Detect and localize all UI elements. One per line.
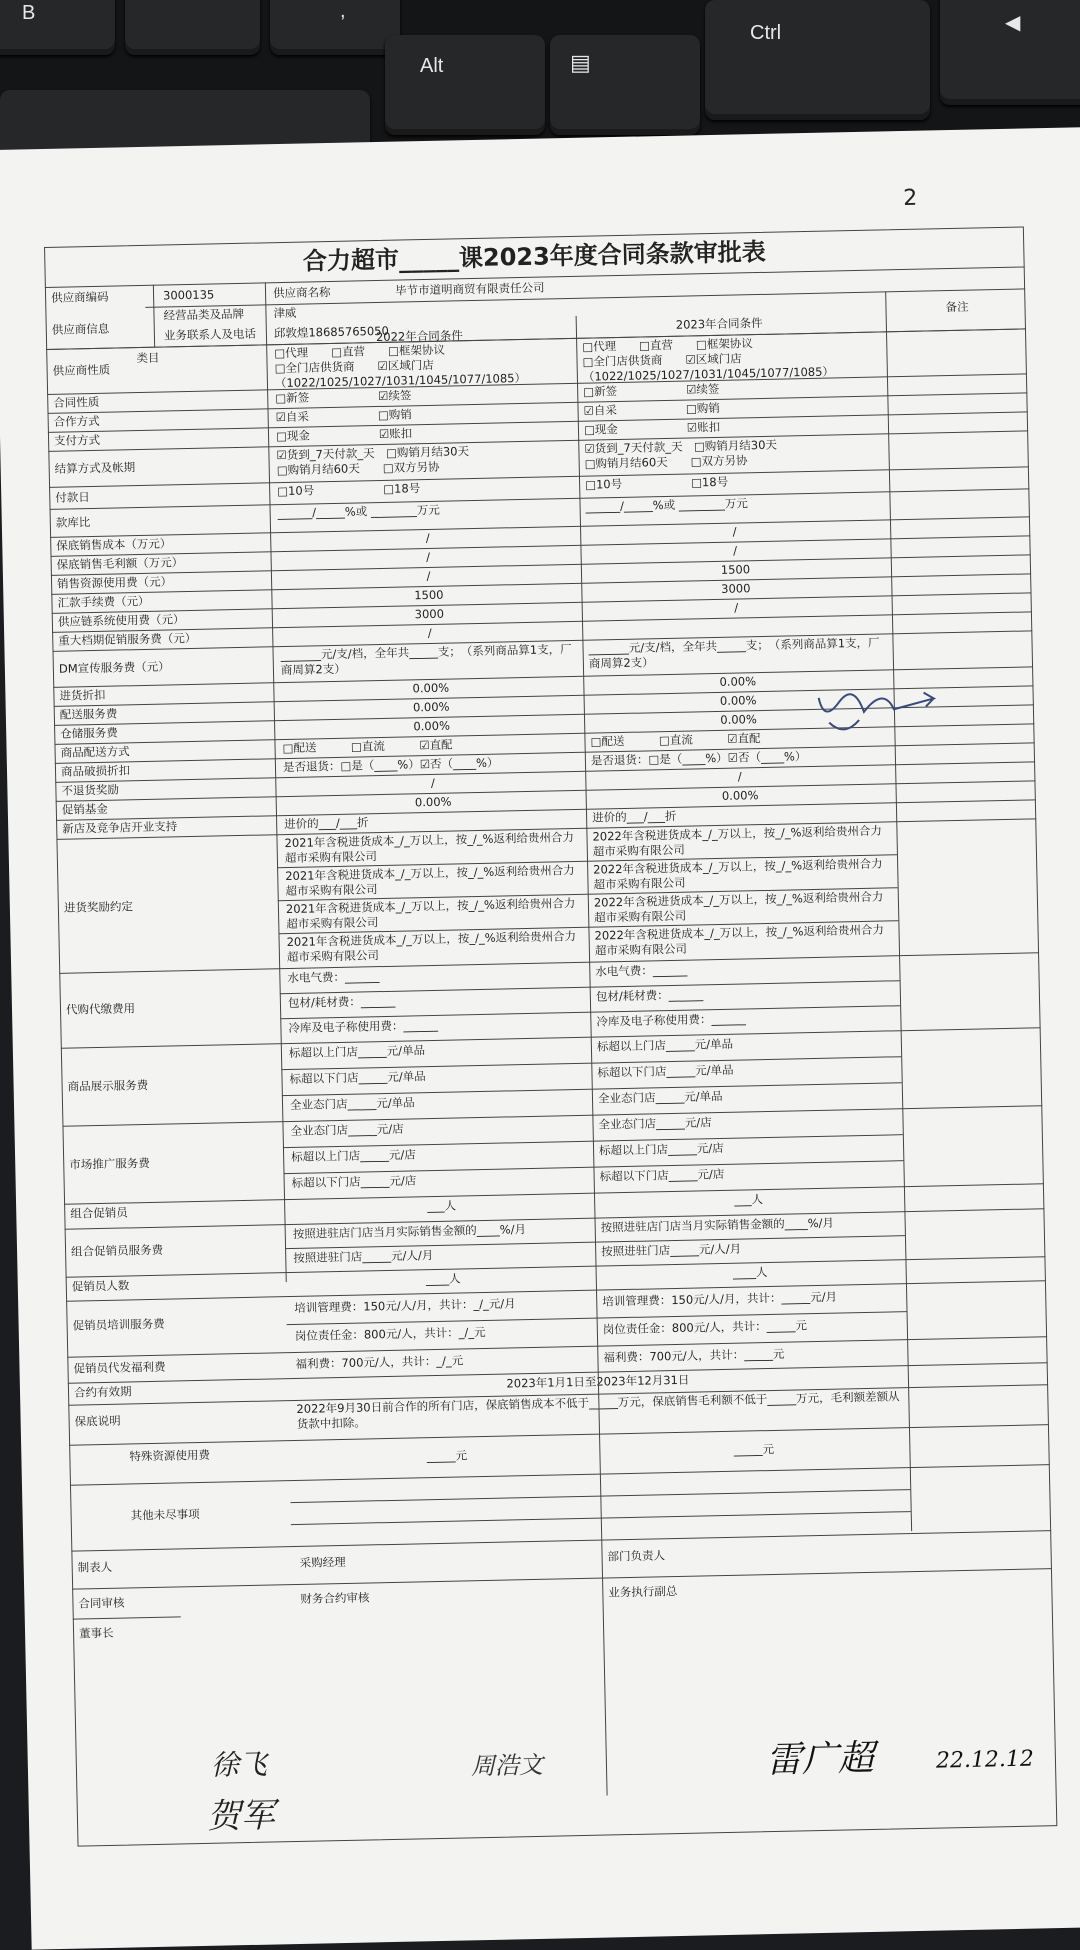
year-2022-value: 0.00% bbox=[414, 794, 452, 810]
validity-label: 合约有效期 bbox=[73, 1384, 132, 1400]
year-2022-value: 是否退货：□是（____%）☑否（____%） bbox=[282, 755, 499, 775]
row-label: 不退货奖励 bbox=[61, 782, 120, 798]
maker-label: 制表人 bbox=[77, 1559, 113, 1575]
year-2023-value: □新签 ☑续签 bbox=[583, 381, 720, 399]
rebate-2023-clause: 2022年含税进货成本_/_万以上，按_/_%返利给贵州合力超市采购有限公司 bbox=[593, 889, 884, 925]
row-label: 进货折扣 bbox=[59, 687, 106, 703]
year-2023-value: □10号 □18号 bbox=[584, 474, 729, 492]
rebate-2023-clause: 2022年含税进货成本_/_万以上，按_/_%返利给贵州合力超市采购有限公司 bbox=[593, 856, 883, 892]
year-2023-value: / bbox=[734, 600, 739, 615]
year-2022-value: 0.00% bbox=[412, 699, 450, 715]
year-2023-value: □现金 ☑账扣 bbox=[583, 419, 721, 437]
year-2023-value: ☑自采 □购销 bbox=[583, 400, 720, 418]
agency-item-2023: 水电气费：______ bbox=[595, 962, 688, 979]
special-label: 特殊资源使用费 bbox=[129, 1447, 211, 1464]
row-label: 商品配送方式 bbox=[60, 744, 130, 760]
training-label: 促销员培训服务费 bbox=[72, 1316, 165, 1333]
row-label: 支付方式 bbox=[53, 432, 101, 448]
year-2022-value: / bbox=[426, 549, 431, 565]
key-ctrl: Ctrl bbox=[705, 0, 930, 120]
market-item-2022: 标超以下门店_____元/店 bbox=[291, 1173, 417, 1190]
chairman-label: 董事长 bbox=[78, 1625, 114, 1641]
row-label: 促销基金 bbox=[61, 801, 108, 817]
display-item-2023: 标超以下门店_____元/单品 bbox=[597, 1062, 734, 1080]
year-2022-value: □新签 ☑续签 bbox=[275, 388, 412, 406]
promoter-label: 促销员人数 bbox=[71, 1278, 130, 1294]
category-brand-value: 津威 bbox=[273, 305, 297, 321]
rebate-2022-clause: 2021年含税进货成本_/_万以上，按_/_%返利给贵州合力超市采购有限公司 bbox=[286, 928, 577, 965]
row-label: 结算方式及帐期 bbox=[54, 459, 136, 476]
maker-signature: 徐飞 bbox=[210, 1747, 268, 1782]
welfare-label: 促销员代发福利费 bbox=[73, 1359, 166, 1376]
promoter-2023: ____人 bbox=[732, 1265, 768, 1280]
year-2022-value: □现金 ☑账扣 bbox=[275, 426, 413, 444]
special-2022: _____元 bbox=[426, 1448, 468, 1464]
market-label: 市场推广服务费 bbox=[69, 1155, 150, 1172]
row-label: 供应链系统使用费（元） bbox=[57, 612, 185, 629]
finance-review-label: 财务合约审核 bbox=[300, 1590, 370, 1606]
row-label: 合作方式 bbox=[53, 413, 100, 429]
rebate-label: 进货奖励约定 bbox=[63, 899, 134, 915]
year-2022-value: ☑自采 □购销 bbox=[275, 407, 412, 425]
welfare-2022: 福利费：700元/人，共计：_/_元 bbox=[295, 1353, 464, 1371]
year-2022-header: 2022年合同条件 bbox=[375, 328, 463, 345]
staff-2023: ___人 bbox=[734, 1192, 764, 1207]
year-2023-value: 0.00% bbox=[719, 674, 757, 689]
key-blank bbox=[125, 0, 260, 55]
year-2023-value: 1500 bbox=[720, 562, 751, 577]
year-2023-value: 0.00% bbox=[720, 712, 757, 727]
welfare-2023: 福利费：700元/人，共计：_____元 bbox=[603, 1346, 785, 1365]
year-2023-value: / bbox=[737, 769, 742, 784]
year-2022-value: □配送 □直流 ☑直配 bbox=[282, 737, 453, 756]
row-label: 付款日 bbox=[55, 489, 90, 505]
year-2022-value: □10号 □18号 bbox=[277, 481, 421, 499]
display-item-2023: 标超以上门店_____元/单品 bbox=[596, 1036, 734, 1054]
year-2022-value: 0.00% bbox=[413, 718, 451, 734]
staff-fee-label: 组合促销员服务费 bbox=[70, 1242, 164, 1259]
year-2022-value: / bbox=[430, 775, 435, 790]
exec-vp-label: 业务执行副总 bbox=[608, 1584, 678, 1600]
display-item-2022: 全业态门店_____元/单品 bbox=[289, 1095, 415, 1113]
supplier-code-label: 供应商编码 bbox=[50, 289, 109, 305]
purchase-signature: 周浩文 bbox=[470, 1750, 544, 1781]
item-header: 类目 bbox=[136, 350, 160, 366]
year-2023-value: 0.00% bbox=[719, 693, 757, 708]
row-label: 新店及竞争店开业支持 bbox=[62, 819, 178, 836]
row-label: DM宣传服务费（元） bbox=[58, 658, 170, 676]
remark-header: 备注 bbox=[945, 299, 969, 315]
year-2022-value: □代理 □直营 □框架协议 □全门店供货商 ☑区域门店 （1022/1025/1027/1031/1045/1077/1085） bbox=[274, 342, 527, 391]
year-2022-value: / bbox=[425, 530, 430, 546]
supplier-name-label: 供应商名称 bbox=[272, 284, 331, 301]
agency-item-2022: 包材/耗材费：______ bbox=[287, 993, 396, 1011]
contact-value: 邱敦煌18685765050 bbox=[273, 323, 390, 341]
staff-fee-2023: 按照进驻门店_____元/人/月 bbox=[601, 1241, 742, 1259]
agency-item-2023: 包材/耗材费：______ bbox=[595, 987, 704, 1004]
market-item-2022: 标超以上门店_____元/店 bbox=[291, 1147, 416, 1164]
row-label: 保底销售毛利额（万元） bbox=[56, 555, 184, 572]
year-2022-value: 0.00% bbox=[412, 680, 450, 696]
rebate-2022-clause: 2021年含税进货成本_/_万以上，按_/_%返利给贵州合力超市采购有限公司 bbox=[285, 895, 576, 932]
contact-label: 业务联系人及电话 bbox=[163, 326, 257, 343]
year-2022-value: 3000 bbox=[414, 606, 445, 622]
guarantee-value: 2022年9月30日前合作的所有门店，保底销售成本不低于_____万元，保底销售毛利额不低于_____万元，毛利额差额从货款中扣除。 bbox=[296, 1389, 900, 1431]
year-2023-value: _______元/支/档，全年共_____支； （系列商品算1支，厂商周算2支） bbox=[588, 635, 880, 671]
corner-mark: 2 bbox=[902, 185, 918, 211]
contract-review-label: 合同审核 bbox=[78, 1595, 125, 1611]
training-2022: 培训管理费：150元/人/月，共计：_/_元/月 bbox=[294, 1296, 516, 1315]
rebate-2022-clause: 2021年含税进货成本_/_万以上，按_/_%返利给贵州合力超市采购有限公司 bbox=[285, 862, 575, 899]
staff-fee-2022: 按照进驻店门店当月实际销售金额的____%/月 bbox=[292, 1222, 527, 1241]
row-label: 汇款手续费（元） bbox=[57, 593, 150, 610]
category-brand-label: 经营品类及品牌 bbox=[163, 306, 245, 323]
approval-form bbox=[44, 185, 1057, 1846]
handwritten-check-marks bbox=[813, 680, 954, 747]
rebate-2023-clause: 2022年含税进货成本_/_万以上，按_/_%返利给贵州合力超市采购有限公司 bbox=[592, 823, 883, 859]
promoter-2022: ____人 bbox=[425, 1271, 461, 1287]
other-label: 其他未尽事项 bbox=[130, 1506, 200, 1523]
year-2022-value: / bbox=[426, 568, 431, 584]
year-2022-value: ☑货到_7天付款_天 □购销月结30天 □购销月结60天 □双方另协 bbox=[276, 444, 470, 478]
year-2022-value: 进价的___/___折 bbox=[284, 815, 369, 832]
row-label: 款库比 bbox=[55, 514, 91, 530]
year-2023-value: 0.00% bbox=[721, 788, 759, 803]
key-menu: ▤ bbox=[550, 35, 700, 135]
row-label: 仓储服务费 bbox=[60, 725, 118, 741]
guarantee-label: 保底说明 bbox=[74, 1413, 121, 1429]
year-2022-value: ______/_____%或 ________万元 bbox=[277, 502, 440, 521]
year-2023-value: 3000 bbox=[721, 581, 751, 596]
year-2022-value: 1500 bbox=[414, 587, 444, 603]
market-item-2023: 标超以下门店_____元/店 bbox=[599, 1166, 725, 1184]
key-alt: Alt bbox=[385, 35, 545, 135]
row-label: 商品破损折扣 bbox=[60, 763, 131, 779]
staff-2022: ___人 bbox=[427, 1198, 457, 1214]
display-item-2022: 标超以下门店_____元/单品 bbox=[289, 1069, 426, 1087]
agency-label: 代购代缴费用 bbox=[65, 1001, 136, 1017]
year-2023-value: / bbox=[732, 543, 738, 558]
row-label: 保底销售成本（万元） bbox=[56, 536, 172, 553]
year-2023-header: 2023年合同条件 bbox=[675, 315, 763, 332]
training-2023: 岗位责任金：800元/人，共计：_____元 bbox=[602, 1318, 808, 1337]
supplier-info-label: 供应商信息 bbox=[51, 321, 110, 337]
year-2023-value: ______/_____%或 ________万元 bbox=[585, 496, 748, 514]
year-2022-value: _______元/支/档，全年共_____支； （系列商品算1支，厂商周算2支） bbox=[280, 642, 572, 678]
supplier-code-value: 3000135 bbox=[162, 287, 215, 303]
row-label: 合同性质 bbox=[53, 394, 100, 410]
key-left-arrow: ◀ bbox=[940, 0, 1080, 105]
dept-signature: 雷广超 bbox=[765, 1737, 875, 1782]
year-2022-value: / bbox=[427, 625, 432, 641]
year-2023-value: □配送 □直流 ☑直配 bbox=[590, 731, 761, 749]
staff-label: 组合促销员 bbox=[70, 1205, 128, 1221]
validity-value: 2023年1月1日至2023年12月31日 bbox=[506, 1372, 690, 1391]
agency-item-2022: 冷库及电子称使用费：______ bbox=[288, 1017, 439, 1036]
display-item-2022: 标超以上门店_____元/单品 bbox=[288, 1043, 426, 1061]
dept-head-label: 部门负责人 bbox=[607, 1548, 666, 1564]
year-2023-value: ☑货到_7天付款_天 □购销月结30天 □购销月结60天 □双方另协 bbox=[584, 437, 778, 471]
supplier-name-value: 毕节市道明商贸有限责任公司 bbox=[394, 280, 545, 298]
rebate-2023-clause: 2022年含税进货成本_/_万以上，按_/_%返利给贵州合力超市采购有限公司 bbox=[594, 922, 885, 958]
agency-item-2023: 冷库及电子称使用费：______ bbox=[596, 1011, 746, 1029]
market-item-2023: 标超以上门店_____元/店 bbox=[598, 1140, 724, 1158]
row-label: 重大档期促销服务费（元） bbox=[58, 630, 197, 648]
training-2022: 岗位责任金：800元/人，共计：_/_元 bbox=[294, 1324, 486, 1343]
special-2023: _____元 bbox=[733, 1441, 775, 1457]
staff-fee-2022: 按照进驻门店_____元/人/月 bbox=[293, 1248, 434, 1265]
key-comma: , bbox=[270, 0, 400, 55]
agency-item-2022: 水电气费：______ bbox=[287, 969, 380, 986]
display-label: 商品展示服务费 bbox=[67, 1077, 149, 1094]
check-scribble-icon bbox=[813, 680, 954, 743]
purchase-mgr-label: 采购经理 bbox=[299, 1554, 346, 1570]
row-label: 供应商性质 bbox=[52, 362, 111, 378]
reviewer-signature: 贺军 bbox=[206, 1795, 276, 1837]
staff-fee-2023: 按照进驻店门店当月实际销售金额的____%/月 bbox=[600, 1215, 835, 1235]
form-title: 合力超市_____课2023年度合同条款审批表 bbox=[302, 237, 766, 276]
rebate-2022-clause: 2021年含税进货成本_/_万以上，按_/_%返利给贵州合力超市采购有限公司 bbox=[284, 830, 575, 866]
training-2023: 培训管理费：150元/人/月，共计：_____元/月 bbox=[602, 1289, 838, 1309]
key-b: B bbox=[0, 0, 115, 55]
market-item-2023: 全业态门店_____元/店 bbox=[598, 1115, 712, 1132]
year-2023-value: 是否退货：□是（____%）☑否（____%） bbox=[590, 749, 807, 768]
row-label: 销售资源使用费（元） bbox=[56, 574, 173, 591]
signature-date: 22.12.12 bbox=[935, 1746, 1035, 1774]
market-item-2022: 全业态门店_____元/店 bbox=[290, 1121, 404, 1139]
display-item-2023: 全业态门店_____元/单品 bbox=[597, 1088, 723, 1106]
year-2023-value: 进价的___/___折 bbox=[591, 808, 677, 825]
year-2023-value: / bbox=[732, 524, 737, 539]
year-2023-value: □代理 □直营 □框架协议 □全门店供货商 ☑区域门店 （1022/1025/1027/1031/1045/1077/1085） bbox=[582, 336, 835, 384]
paper-sheet bbox=[0, 127, 1080, 1950]
row-label: 配送服务费 bbox=[59, 706, 118, 722]
